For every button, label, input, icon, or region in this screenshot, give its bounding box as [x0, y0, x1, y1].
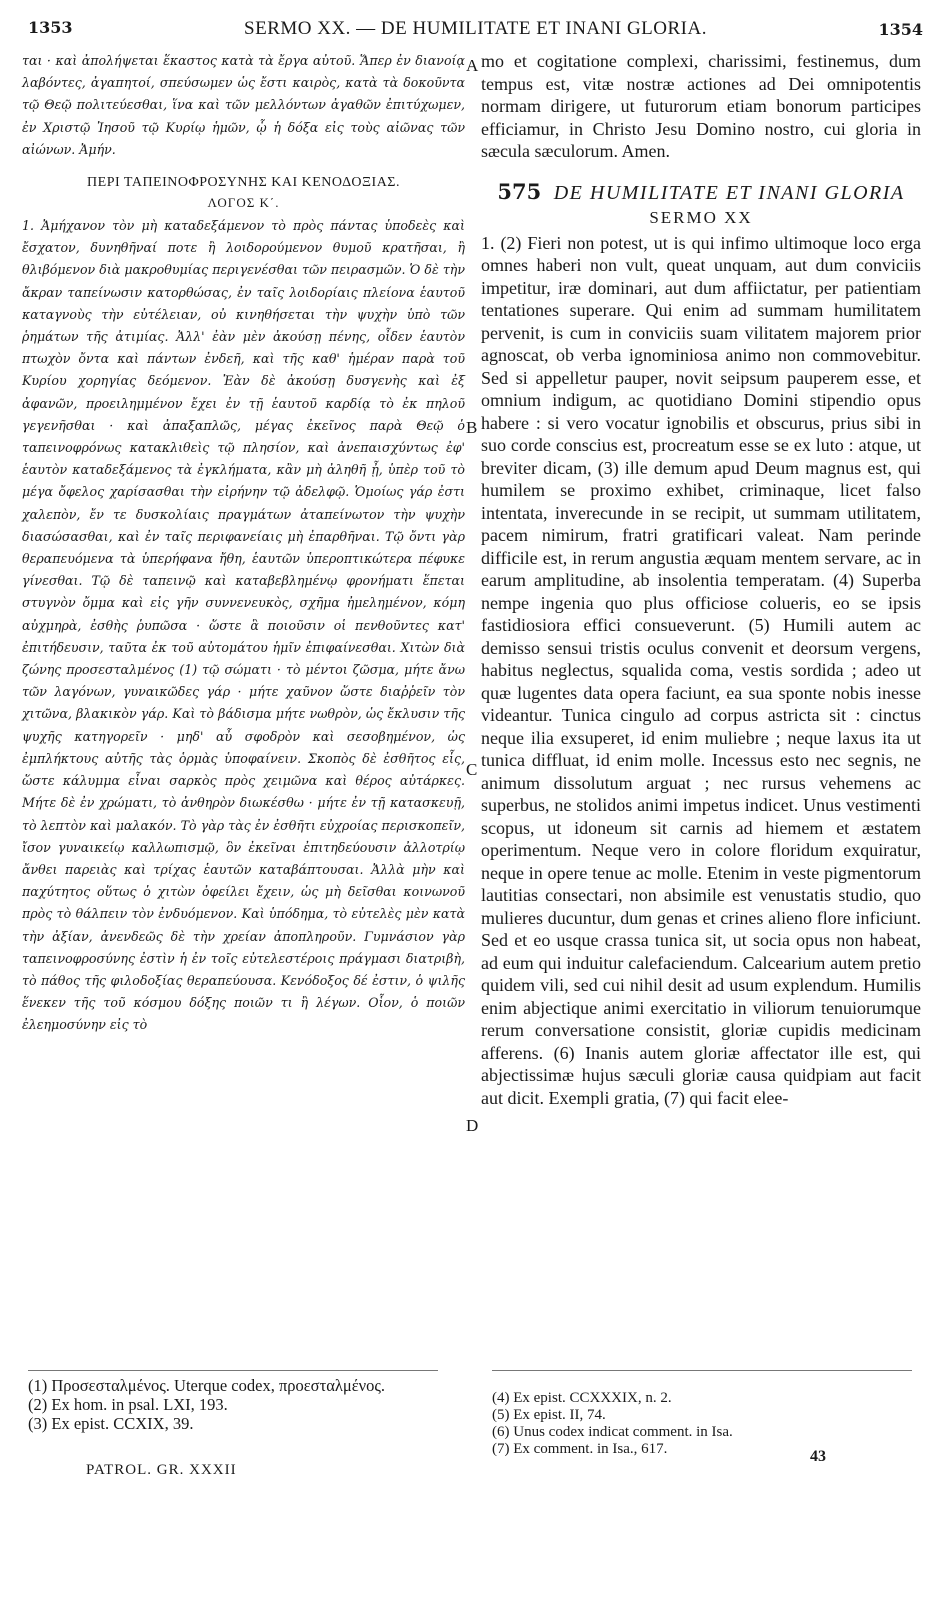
running-head — [22, 12, 929, 42]
margin-marker-b: B — [466, 418, 478, 437]
latin-body-text: 1. (2) Fieri non potest, ut is qui infimo ultimoque loco erga omnes haberi non vult, queat unquam, aut dum conviciis impetitur, iræ dominari, aut dum affiictatur, per patientiam tentationes superare. Qui enim ad summam humilitatem pervenit, is cum in conviciis suam vilitatem majorem prior agnoscat, ob verba ignominiosa animo non commovebitur. Sed si appelletur pauper, novit seipsum pauperem esse, et omnium indigum, ac quotidiano Domini stipendio opus habere : si vero vocatur ignobilis et obscurus, prius sibi in suo corde conscius est, procreatum esse se ex luto : atque, ut breviter dicam, (3) ille demum apud Deum magnus est, qui humilem se proximo exhibet, criminaque, licet falso intentata, inverecunde in se recipit, ut summam utilitatem, pacem nimirum, fratri gratificari valeat. Nam perinde difficile est, in rerum angustia æquam mentem servare, ac in earum amplitudine, ab insolentia temperatam. (4) Superba nempe ingenia quo plus officiose colueris, eo se ipsis fastidiosiora effici consueverunt. (5) Humili autem ac demisso sensui tristis oculus convenit et deorsum vergens, habitus neglectus, squalida coma, vestis sordida ; adeo ut quæ lugentes data opera faciunt, ea sua sponte nobis inesse videantur. Tunica cingulo ad corpus astricta sit : cinctus neque ilia exsuperet, id enim muliebre ; neque laxus ita ut tunica diffluat, id enim molle. Incessus esto nec segnis, ne animum dissolutum arguat ; nec rursus vehemens ac superbus, ne stolidos animi impetus indicet. Unus vestimenti scopus, ut idoneum sit carnis ad hiemem et æstatem operimentum. Neque vero in colore floridum exquiratur, neque in opere tenue ac molle. Etenim in veste pigmentorum lautitias consectari, non absimile est venustatis studio, quo mulieres ducuntur, dum genas et crines alieno flore inficiunt. Sed et eo usque crassa tunica sit, ut socia opus non habeat, ad eum qui induitur calefaciendum. Calcearium autem pretio quidem vili, sed cui nihil desit ad usum explendum. Humilis enim abjectique animi exercitatio in viliorum tenuiorumque rerum conversatione consistit, gloriæ cupidis medicinam afferens. (6) Inanis autem gloriæ affectator ille est, qui abjectissimæ hujus sæculi gloriæ causa quidpiam aut facit aut dicit. Exempli gratia, (7) qui facit elee- — [481, 232, 921, 1108]
footnotes-right — [492, 1390, 912, 1458]
footnote: (7) Ex comment. in Isa., 617. — [492, 1441, 668, 1457]
footnote: (1) Προσεσταλμένος. Uterque codex, προεσταλμένος. — [28, 1376, 385, 1395]
greek-section-title: ΠΕΡΙ ΤΑΠΕΙΝΟΦΡΟΣΥΝΗΣ ΚΑΙ ΚΕΝΟΔΟΞΙΑΣ. — [87, 175, 400, 191]
greek-body-text: 1. Ἀμήχανον τὸν μὴ καταδεξάμενον τὸ πρὸς πάντας ὑποδεὲς καὶ ἔσχατον, δυνηθῆναί ποτε ἢ λοιδορούμενον θυμοῦ κρατῆσαι, ἢ θλιβόμενον διὰ μακροθυμίας περιγενέσθαι τῶν πειρασμῶν. Ὁ δὲ τὴν ἄκραν ταπείνωσιν κατορθώσας, ἐν ταῖς λοιδορίαις πλείονα ἑαυτοῦ καταγνοὺς τὴν εὐτέλειαν, οὐ κινηθήσεται τὴν ψυχὴν ὑπὸ τῶν ῥημάτων τῆς ἀτιμίας. Ἀλλ' ἐὰν μὲν ἀκούσῃ πένης, οἶδεν ἑαυτὸν πτωχὸν ὄντα καὶ πάντων ἐνδεῆ, καὶ τῆς καθ' ἡμέραν παρὰ τοῦ Κυρίου χορηγίας δεόμενον. Ἐὰν δὲ ἀκούσῃ δυσγενὴς καὶ ἐξ ἀφανῶν, προειλημμένον ἔχει ἐν τῇ ἑαυτοῦ καρδίᾳ τὸ ἐκ πηλοῦ γεγενῆσθαι · καὶ ἀπαξαπλῶς, μέγας ἐκεῖνος παρὰ Θεῷ ὁ ταπεινοφρόνως κατακλιθεὶς τῷ πλησίον, καὶ ἀνεπαισχύντως ἐφ' ἑαυτὸν καταδεξάμενος τὰ ἐγκλήματα, κἂν μὴ ἀληθῆ ᾖ, ὑπὲρ τοῦ τὸ μέγα ὄφελος χαρίσασθαι τὴν εἰρήνην τῷ ἀδελφῷ. Ὁμοίως γάρ ἐστι χαλεπὸν, ἔν τε δυσκολίαις πραγμάτων ἀταπείνωτον τὴν ψυχὴν διασώσασθαι, καὶ ἐν ταῖς περιφανείαις μὴ ἐπαρθῆναι. Τῷ ὄντι γὰρ θεραπευόμενα τὰ ὑπερήφανα ἤθη, ἑαυτῶν ὑπεροπτικώτερα πέφυκε γίνεσθαι. Τῷ δὲ ταπεινῷ καὶ καταβεβλημένῳ φρονήματι ἕπεται στυγνὸν ὄμμα καὶ εἰς γῆν συννενευκὸς, σχῆμα ἠμελημένον, κόμη αὐχμηρὰ, ἐσθὴς ῥυπῶσα · ὥστε ἃ ποιοῦσιν οἱ πενθοῦντες κατ' ἐπιτήδευσιν, ταῦτα ἐκ τοῦ αὐτομάτου ἡμῖν ἐπιφαίνεσθαι. Χιτὼν διὰ ζώνης προσεσταλμένος (1) τῷ σώματι · τὸ μέντοι ζῶσμα, μήτε ἄνω τῶν λαγόνων, γυναικῶδες γάρ · μήτε χαῦνον ὥστε διαῤῥεῖν τὸν χιτῶνα, βλακικὸν γάρ. Καὶ τὸ βάδισμα μήτε νωθρὸν, ὡς ἔκλυσιν τῆς ψυχῆς κατηγορεῖν · μηδ' αὖ σφοδρὸν καὶ σεσοβημένον, ὡς ἐμπλήκτους αὐτῆς τὰς ὁρμὰς ὑποφαίνειν. Σκοπὸς δὲ ἐσθῆτος εἷς, ὥστε κάλυμμα εἶναι σαρκὸς πρὸς χειμῶνα καὶ θέρος αὐτάρκες. Μήτε δὲ ἐν χρώματι, τὸ ἀνθηρὸν διωκέσθω · μήτε ἐν τῇ κατασκευῇ, τὸ λεπτὸν καὶ μαλακόν. Τὸ γὰρ τὰς ἐν ἐσθῆτι εὐχροίας περισκοπεῖν, ἴσον γυναικείῳ καλλωπισμῷ, ὃν ἐκεῖναι ἐπιτηδεύουσιν ἀλλοτρίῳ ἄνθει παρειὰς καὶ τρίχας ἑαυτῶν καταβάπτουσαι. Ἀλλὰ μὴν καὶ παχύτητος οὕτως ὁ χιτὼν ὀφείλει ἔχειν, ὡς μὴ δεῖσθαι κοινωνοῦ πρὸς τὸ θάλπειν τὸν ἐνδυόμενον. Καὶ ὑπόδημα, τὸ εὐτελὲς μὲν κατὰ τὴν ἀξίαν, ἀνενδεῶς δὲ τὴν χρείαν ἀποπληροῦν. Γυμνάσιον γὰρ ταπεινοφροσύνης ἐστὶν ἡ ἐν τοῖς εὐτελεστέροις πράγμασι διατριβὴ, τὸ πάθος τῆς φιλοδοξίας θεραπεύουσα. Κενόδοξος δέ ἐστιν, ὁ ψιλῆς ἕνεκεν τῆς τοῦ κόσμου δόξης ποιῶν τι ἢ λέγων. Οἷον, ὁ ποιῶν ἐλεημοσύνην εἰς τὸ — [22, 218, 465, 1033]
footnote-rule-left — [28, 1370, 438, 1371]
latin-section-subtitle: SERMO XX — [649, 207, 753, 227]
greek-intro-paragraph: ται · καὶ ἀπολήψεται ἕκαστος κατὰ τὰ ἔργα αὐτοῦ. Ἅπερ ἐν διανοίᾳ λαβόντες, ἀγαπητοί, σπεύσωμεν ὡς ἔστι καιρὸς, κατὰ τὰ δοκοῦντα τῷ Θεῷ πολιτεύεσθαι, ἵνα καὶ τῶν μελλόντων ἀγαθῶν ἐπιτύχωμεν, ἐν Χριστῷ Ἰησοῦ τῷ Κυρίῳ ἡμῶν, ᾧ ἡ δόξα εἰς τοὺς αἰῶνας τῶν αἰώνων. Ἀμήν. — [22, 53, 465, 157]
footnote: (6) Unus codex indicat comment. in Isa. — [492, 1424, 733, 1440]
running-title: SERMO XX. — DE HUMILITATE ET INANI GLORIA. — [244, 18, 707, 39]
page-number-left: 1353 — [28, 18, 73, 37]
greek-section-subtitle: ΛΟΓΟΣ Κ΄. — [207, 195, 280, 211]
margin-marker-d: D — [466, 1116, 479, 1135]
footnote-rule-right — [492, 1370, 912, 1371]
footnote: (5) Ex epist. II, 74. — [492, 1407, 606, 1423]
latin-title-text: DE HUMILITATE ET INANI GLORIA — [553, 181, 905, 204]
footnote: (4) Ex epist. CCXXXIX, n. 2. — [492, 1390, 672, 1406]
page-number-right: 1354 — [878, 20, 923, 39]
footnote: (2) Ex hom. in psal. LXI, 193. — [28, 1395, 228, 1414]
footnotes-left — [28, 1376, 448, 1433]
greek-column — [22, 50, 465, 1037]
latin-intro-paragraph: mo et cogitatione complexi, charissimi, festinemus, dum tempus est, vitæ nostræ actiones ad Dei omnipotentis normam dirigere, ut futurorum etiam bonorum participes efficiamur, in Christo Jesu Domino nostro, cui gloria in sæcula sæculorum. Amen. — [481, 51, 921, 161]
latin-column-number: 575 — [497, 178, 542, 204]
latin-column — [481, 50, 921, 1109]
sheet-number: 43 — [810, 1448, 826, 1465]
latin-section-title — [481, 179, 921, 206]
margin-marker-c: C — [466, 760, 478, 779]
printer-signature: PATROL. GR. XXXII — [86, 1462, 237, 1478]
footnote: (3) Ex epist. CCXIX, 39. — [28, 1414, 194, 1433]
margin-marker-a: A — [466, 56, 479, 75]
